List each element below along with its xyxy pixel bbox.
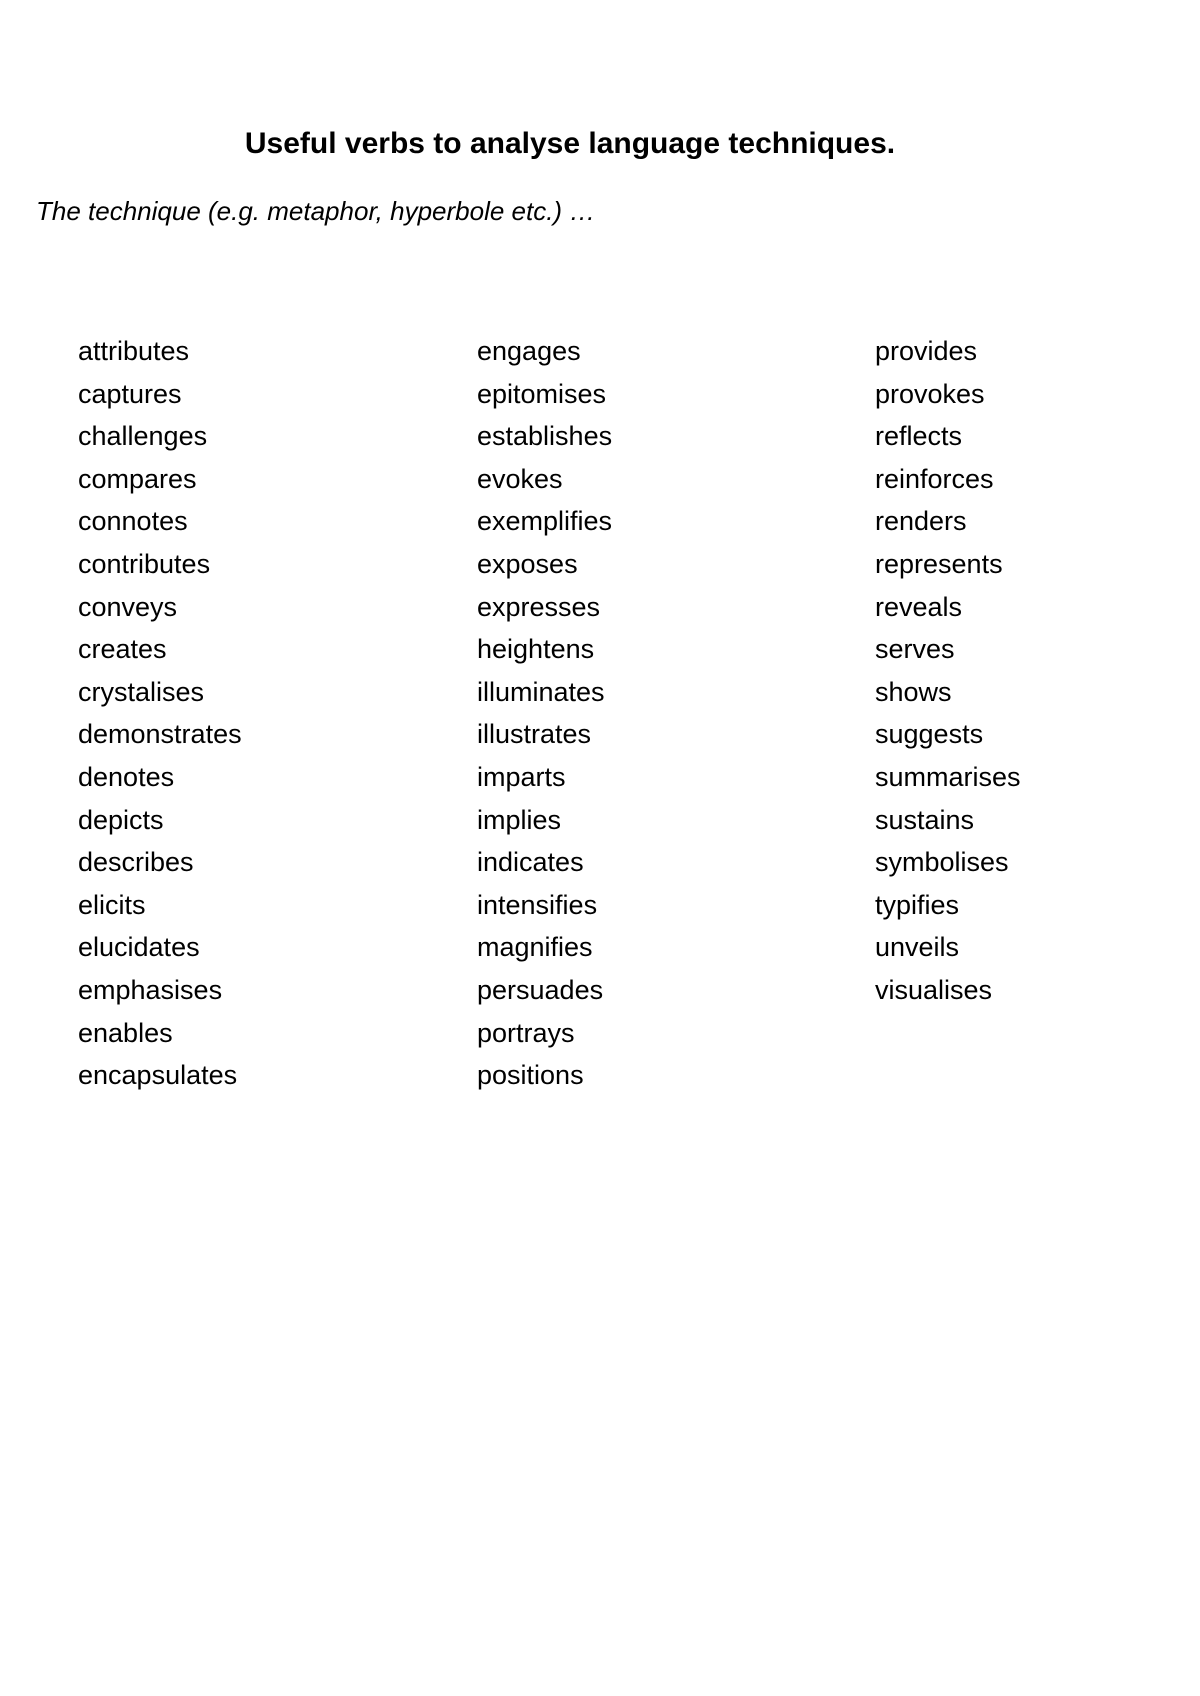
- verb-item: depicts: [78, 804, 164, 835]
- verb-item: expresses: [477, 591, 601, 622]
- verb-item: serves: [875, 634, 955, 665]
- verb-item: imparts: [477, 761, 566, 792]
- verb-column-1: [78, 330, 242, 1097]
- verb-item: compares: [78, 463, 197, 494]
- verb-item: heightens: [477, 634, 595, 665]
- verb-item: attributes: [78, 336, 190, 366]
- verb-item: exemplifies: [477, 506, 613, 537]
- verb-item: elicits: [78, 889, 146, 920]
- verb-item: implies: [477, 804, 562, 835]
- verb-item: magnifies: [477, 932, 593, 963]
- verb-item: portrays: [477, 1017, 575, 1048]
- verb-item: persuades: [477, 974, 604, 1005]
- verb-item: suggests: [875, 719, 984, 750]
- verb-item: demonstrates: [78, 719, 242, 750]
- page-title: Useful verbs to analyse language techniques.: [244, 127, 896, 160]
- verb-item: shows: [875, 676, 952, 707]
- verb-item: summarises: [875, 761, 1021, 792]
- verb-item: encapsulates: [78, 1060, 238, 1091]
- verb-item: reinforces: [875, 463, 994, 494]
- verb-item: symbolises: [875, 847, 1009, 878]
- verb-item: epitomises: [477, 378, 607, 409]
- verb-item: describes: [78, 847, 194, 878]
- verb-item: reveals: [875, 591, 963, 622]
- verb-item: illuminates: [477, 676, 605, 707]
- verb-item: exposes: [477, 548, 578, 579]
- verb-item: challenges: [78, 421, 208, 452]
- verb-column-3: [875, 330, 1021, 1012]
- verb-item: contributes: [78, 548, 211, 579]
- verb-item: conveys: [78, 591, 178, 622]
- verb-item: evokes: [477, 463, 563, 494]
- verb-item: engages: [477, 336, 581, 366]
- page-subtitle: The technique (e.g. metaphor, hyperbole etc.) …: [36, 196, 596, 226]
- verb-item: illustrates: [477, 719, 592, 750]
- verb-item: indicates: [477, 847, 584, 878]
- verb-item: connotes: [78, 506, 188, 537]
- verb-item: provokes: [875, 378, 985, 409]
- verb-item: renders: [875, 506, 967, 537]
- verb-item: sustains: [875, 804, 975, 835]
- verb-item: enables: [78, 1017, 173, 1048]
- verb-column-2: [477, 330, 612, 1097]
- verb-item: denotes: [78, 761, 175, 792]
- verb-item: creates: [78, 634, 167, 665]
- verb-item: represents: [875, 548, 1003, 579]
- verb-item: reflects: [875, 421, 963, 452]
- verb-item: captures: [78, 378, 182, 409]
- verb-item: establishes: [477, 421, 613, 452]
- verb-item: positions: [477, 1060, 584, 1091]
- verb-item: provides: [875, 336, 978, 366]
- verb-item: visualises: [875, 974, 993, 1005]
- verb-item: elucidates: [78, 932, 200, 963]
- verb-item: typifies: [875, 889, 960, 920]
- verb-item: intensifies: [477, 889, 598, 920]
- verb-item: unveils: [875, 932, 960, 963]
- verb-item: crystalises: [78, 676, 205, 707]
- verb-item: emphasises: [78, 974, 223, 1005]
